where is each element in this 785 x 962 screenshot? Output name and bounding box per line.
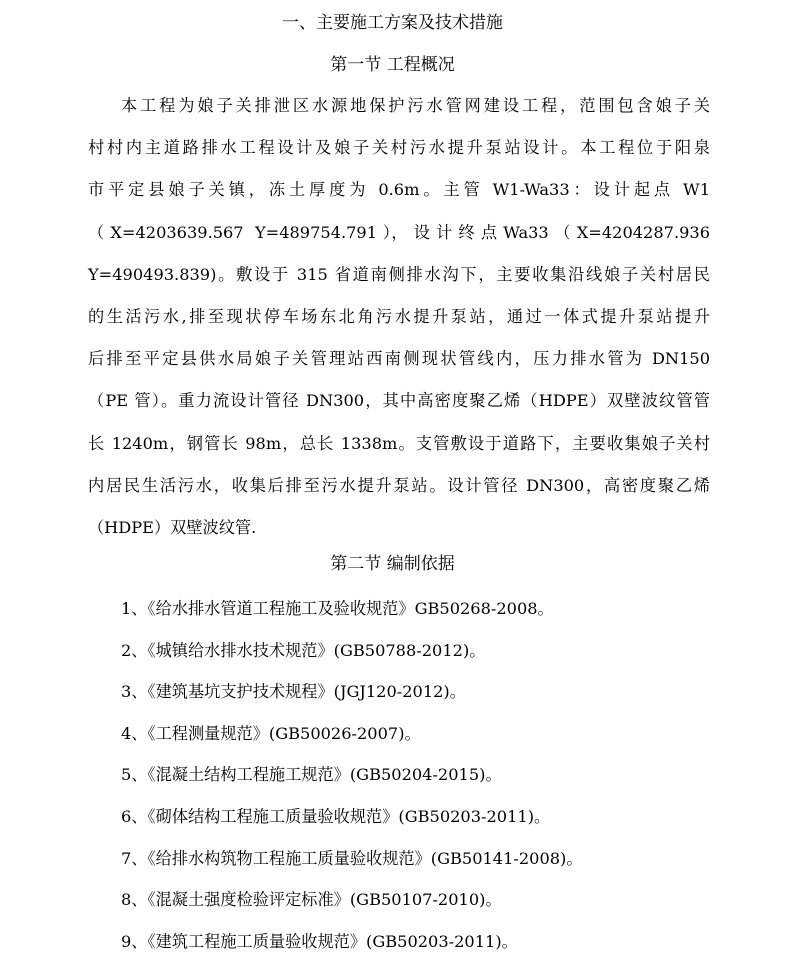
paragraph-line: 本工程为娘子关排泄区水源地保护污水管网建设工程，范围包含娘子关 [121,96,710,115]
reference-item: 8、《混凝土强度检验评定标准》(GB50107-2010)。 [121,890,502,910]
reference-item: 7、《给排水构筑物工程施工质量验收规范》(GB50141-2008)。 [121,848,583,868]
reference-item: 2、《城镇给水排水技术规范》(GB50788-2012)。 [121,640,486,660]
reference-item: 4、《工程测量规范》(GB50026-2007)。 [121,723,421,743]
paragraph-line: 长 1240m，钢管长 98m，总长 1338m。支管敷设于道路下，主要收集娘子关村 [88,433,710,453]
paragraph-line: （HDPE）双壁波纹管. [88,518,257,538]
paragraph-line: （PE 管）。重力流设计管径 DN300，其中高密度聚乙烯（HDPE）双壁波纹管管 [88,391,710,411]
paragraph-line: 市平定县娘子关镇，冻土厚度为 0.6m。主管 W1-Wa33：设计起点 W1 [88,180,710,200]
section1-heading: 第一节 工程概况 [330,55,455,75]
paragraph-line: （ X=4203639.567 Y=489754.791 ）， 设 计 终 点 Wa33 （ X=4204287.936 [88,222,710,242]
section1-paragraph [88,85,710,549]
reference-item: 1、《给水排水管道工程施工及验收规范》GB50268-2008。 [121,599,554,618]
paragraph-line: 后排至平定县供水局娘子关管理站西南侧现状管线内，压力排水管为 DN150 [88,349,710,369]
paragraph-line: 内居民生活污水，收集后排至污水提升泵站。设计管径 DN300，高密度聚乙烯 [88,475,710,495]
reference-list [121,588,721,962]
paragraph-line: 村村内主道路排水工程设计及娘子关村污水提升泵站设计。本工程位于阳泉 [88,138,710,158]
reference-item: 5、《混凝土结构工程施工规范》(GB50204-2015)。 [121,765,502,785]
reference-item: 9、《建筑工程施工质量验收规范》(GB50203-2011)。 [121,931,518,951]
paragraph-line: Y=490493.839)。敷设于 315 省道南侧排水沟下，主要收集沿线娘子关村居民 [88,264,710,284]
reference-item: 6、《砌体结构工程施工质量验收规范》(GB50203-2011)。 [121,806,551,826]
section2-heading: 第二节 编制依据 [330,554,455,574]
document-title: 一、主要施工方案及技术措施 [282,13,503,33]
reference-item: 3、《建筑基坑支护技术规程》(JGJ120-2012)。 [121,682,466,702]
paragraph-line: 的生活污水,排至现状停车场东北角污水提升泵站，通过一体式提升泵站提升 [88,307,710,327]
